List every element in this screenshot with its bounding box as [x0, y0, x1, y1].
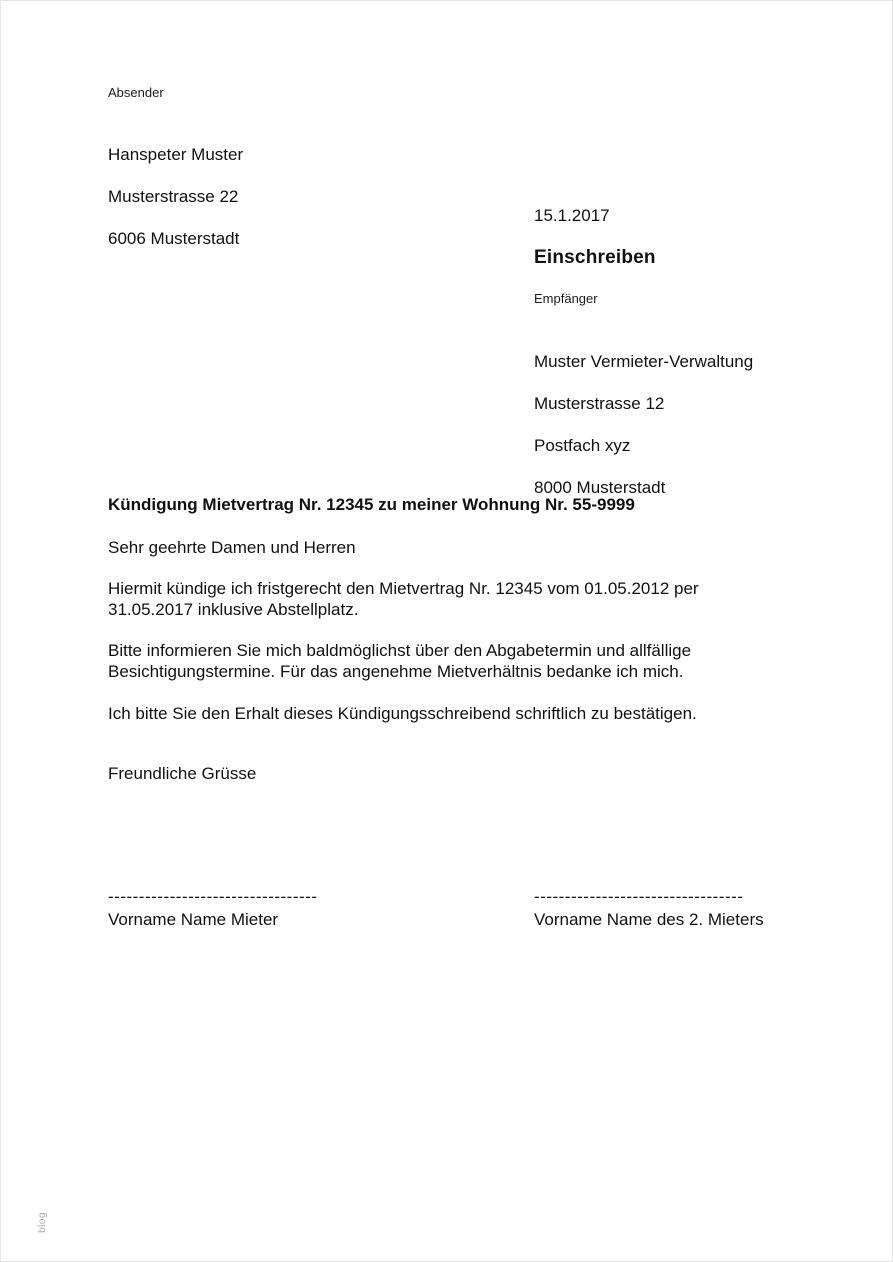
recipient-pobox: Postfach xyz [534, 436, 631, 455]
recipient-street: Musterstrasse 12 [534, 394, 665, 413]
body-paragraph-3: Ich bitte Sie den Erhalt dieses Kündigungsschreibend schriftlich zu bestätigen. [108, 704, 697, 723]
sender-label: Absender [108, 85, 164, 100]
body-paragraph-1: Hiermit kündige ich fristgerecht den Mietvertrag Nr. 12345 vom 01.05.2012 per 31.05.2017 inklusive Abstellplatz. [108, 579, 699, 619]
subject-line: Kündigung Mietvertrag Nr. 12345 zu meiner Wohnung Nr. 55-9999 [108, 495, 635, 514]
signature-right [534, 885, 764, 931]
sender-city: 6006 Musterstadt [108, 229, 240, 248]
sender-address [108, 123, 243, 270]
recipient-city: 8000 Musterstadt [534, 478, 666, 497]
recipient-name: Muster Vermieter-Verwaltung [534, 352, 754, 371]
signature-left-name: Vorname Name Mieter [108, 910, 279, 929]
letter-date: 15.1.2017 [534, 206, 610, 225]
watermark-text: blog [37, 1212, 48, 1233]
closing: Freundliche Grüsse [108, 764, 257, 783]
recipient-label: Empfänger [534, 291, 598, 306]
signature-left [108, 885, 317, 931]
signature-right-name: Vorname Name des 2. Mieters [534, 910, 764, 929]
recipient-address [534, 330, 753, 519]
sender-name: Hanspeter Muster [108, 145, 244, 164]
body-paragraph-2: Bitte informieren Sie mich baldmöglichst über den Abgabetermin und allfällige Besichtigungstermine. Für das angenehme Mietverhältnis bedanke ich mich. [108, 641, 692, 681]
signature-left-line: ---------------------------------- [108, 887, 318, 906]
signature-right-line: ---------------------------------- [534, 887, 744, 906]
salutation: Sehr geehrte Damen und Herren [108, 538, 356, 557]
delivery-method: Einschreiben [534, 247, 656, 268]
sender-street: Musterstrasse 22 [108, 187, 239, 206]
